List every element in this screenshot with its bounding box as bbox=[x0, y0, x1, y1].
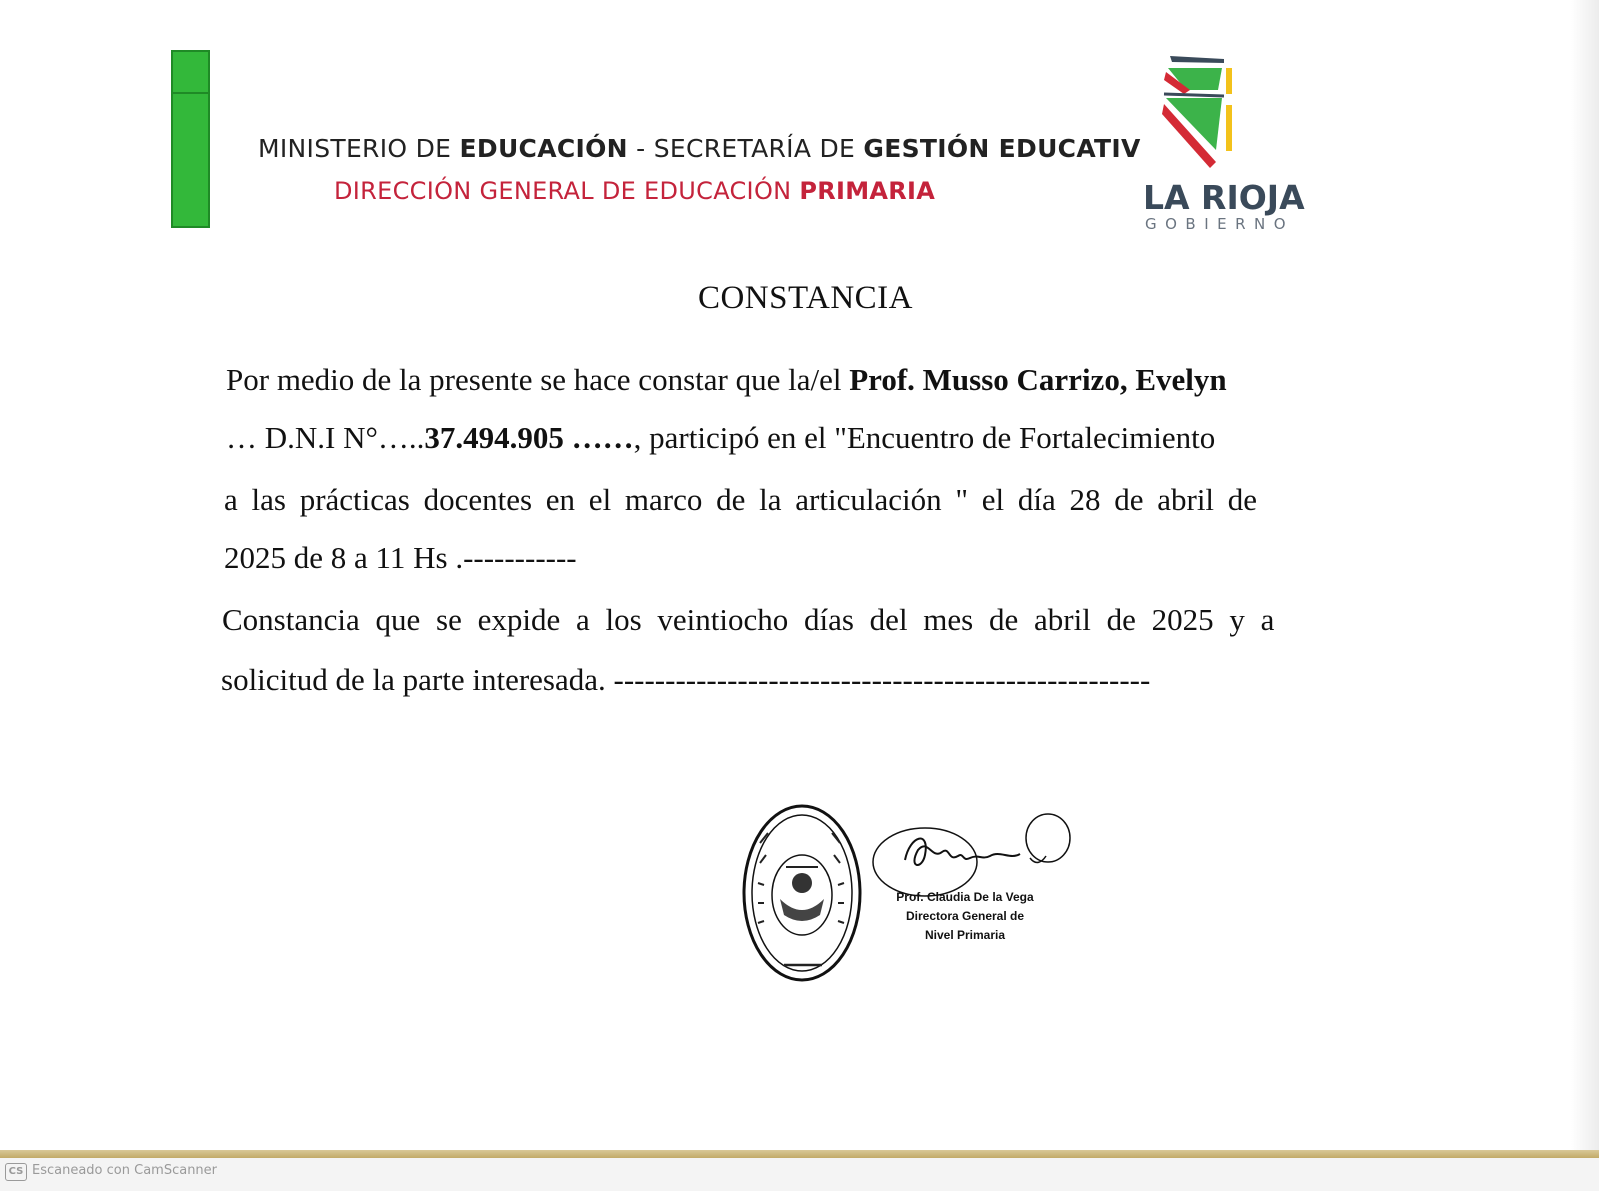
scanner-watermark-text: Escaneado con CamScanner bbox=[32, 1163, 218, 1178]
paper-bottom-edge bbox=[0, 1150, 1599, 1158]
signatory-block bbox=[880, 888, 1050, 945]
signatory-name: Prof. Claudia De la Vega bbox=[896, 890, 1034, 904]
dni-number: 37.494.905 …… bbox=[424, 420, 634, 455]
logo-name: LA RIOJA bbox=[1143, 178, 1305, 217]
document-title: CONSTANCIA bbox=[697, 280, 914, 316]
para-line-6: solicitud de la parte interesada. ---------------------------------------------------- bbox=[221, 662, 1151, 697]
green-header-bar bbox=[171, 50, 210, 228]
para-line-4: 2025 de 8 a 11 Hs .----------- bbox=[224, 540, 577, 575]
direction-heading: DIRECCIÓN GENERAL DE EDUCACIÓN PRIMARIA bbox=[334, 177, 936, 205]
official-stamp bbox=[740, 803, 875, 988]
page-edge-shadow bbox=[1571, 0, 1599, 1157]
recipient-name: Prof. Musso Carrizo, Evelyn bbox=[849, 362, 1227, 397]
para-line-1: Por medio de la presente se hace constar que la/el Prof. Musso Carrizo, Evelyn bbox=[226, 362, 1227, 397]
para-line-5: Constancia que se expide a los veintiocho días del mes de abril de 2025 y a bbox=[222, 602, 1275, 637]
para-line-2: … D.N.I N°…..37.494.905 ……, participó en el "Encuentro de Fortalecimiento bbox=[226, 420, 1216, 455]
camscanner-icon: CS bbox=[5, 1163, 27, 1181]
handwritten-signature bbox=[870, 810, 1085, 900]
signatory-level: Nivel Primaria bbox=[924, 928, 1006, 942]
para-line-3: a las prácticas docentes en el marco de la articulación " el día 28 de abril de bbox=[224, 482, 1258, 517]
scanner-footer bbox=[0, 1158, 1599, 1191]
signatory-title: Directora General de bbox=[905, 909, 1025, 923]
logo-subtitle: GOBIERNO bbox=[1145, 215, 1295, 233]
ministry-heading: MINISTERIO DE EDUCACIÓN - SECRETARÍA DE GESTIÓN EDUCATIV bbox=[258, 134, 1141, 163]
